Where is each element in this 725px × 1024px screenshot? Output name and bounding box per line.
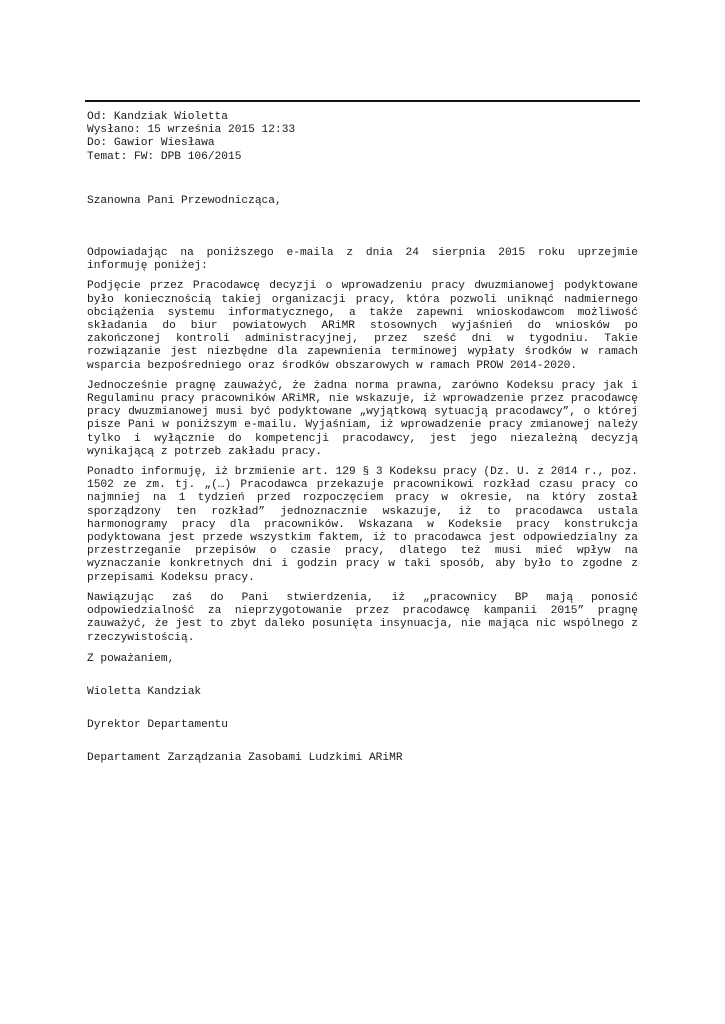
salutation: Szanowna Pani Przewodnicząca, bbox=[87, 194, 282, 207]
signature-department: Departament Zarządzania Zasobami Ludzkimi ARiMR bbox=[87, 752, 403, 765]
email-subject: Temat: FW: DPB 106/2015 bbox=[87, 150, 242, 163]
paragraph: Ponadto informuję, iż brzmienie art. 129 § 3 Kodeksu pracy (Dz. U. z 2014 r., poz. 1502 ze zm. tj. „(…) Pracodawca przekazuje pracownikowi rozkład czasu pracy co najmniej na 1 tydzień przed rozpoczęciem pracy w okresie, na który został sporządzony ten rozkład” jednoznacznie wskazuje, iż to pracodawca ustala harmonogramy pracy dla pracowników. Wskazana w Kodeksie pracy konstrukcja podyktowana jest przede wszystkim faktem, iż to pracodawca jest odpowiedzialny za przestrzeganie przepisów o czasie pracy, dlatego też musi mieć wpływ na wyznaczanie konkretnych dni i godzin pracy w taki sposób, aby było to zgodne z przepisami Kodeksu pracy. bbox=[87, 466, 638, 584]
intro-paragraph: Odpowiadając na poniższego e-maila z dnia 24 sierpnia 2015 roku uprzejmie informuję poniżej: bbox=[87, 247, 638, 273]
closing: Z poważaniem, bbox=[87, 652, 175, 665]
signature-title: Dyrektor Departamentu bbox=[87, 719, 228, 732]
email-header bbox=[87, 111, 638, 164]
email-sent: Wysłano: 15 września 2015 12:33 bbox=[87, 124, 296, 137]
letter-body bbox=[87, 111, 638, 766]
paragraph: Nawiązując zaś do Pani stwierdzenia, iż „pracownicy BP mają ponosić odpowiedzialność za nieprzygotowanie przez pracodawcę kampanii 2015” pragnę zauważyć, że jest to zbyt daleko posunięta insynuacja, nie mająca nic wspólnego z rzeczywistością. bbox=[87, 591, 638, 644]
paragraph: Jednocześnie pragnę zauważyć, że żadna norma prawna, zarówno Kodeksu pracy jak i Regulaminu pracy pracowników ARiMR, nie wskazuje, iż wprowadzenie przez pracodawcę pracy dwuzmianowej musi być podyktowane „wyjątkową sytuacją pracodawcy”, o której pisze Pani w poniższym e-mailu. Wyjaśniam, iż wprowadzenie pracy zmianowej należy tylko i wyłącznie do kompetencji pracodawcy, jest jego niezależną decyzją wynikającą z potrzeb zakładu pracy. bbox=[87, 379, 638, 458]
email-to: Do: Gawior Wiesława bbox=[87, 137, 215, 150]
header-divider bbox=[85, 100, 640, 102]
paragraph: Podjęcie przez Pracodawcę decyzji o wprowadzeniu pracy dwuzmianowej podyktowane było koniecznością takiej organizacji pracy, która pozwoli uniknąć nadmiernego obciążenia systemu informatycznego, a także zapewni wnioskodawcom możliwość składania do biur powiatowych ARiMR stosownych wyjaśnień do wniosków po zakończonej kontroli administracyjnej, przez sześć dni w tygodniu. Takie rozwiązanie jest niezbędne dla zapewnienia terminowej wypłaty środków w ramach wsparcia bezpośredniego oraz środków obszarowych w ramach PROW 2014-2020. bbox=[87, 280, 638, 372]
email-from: Od: Kandziak Wioletta bbox=[87, 111, 228, 123]
signature-name: Wioletta Kandziak bbox=[87, 685, 202, 698]
